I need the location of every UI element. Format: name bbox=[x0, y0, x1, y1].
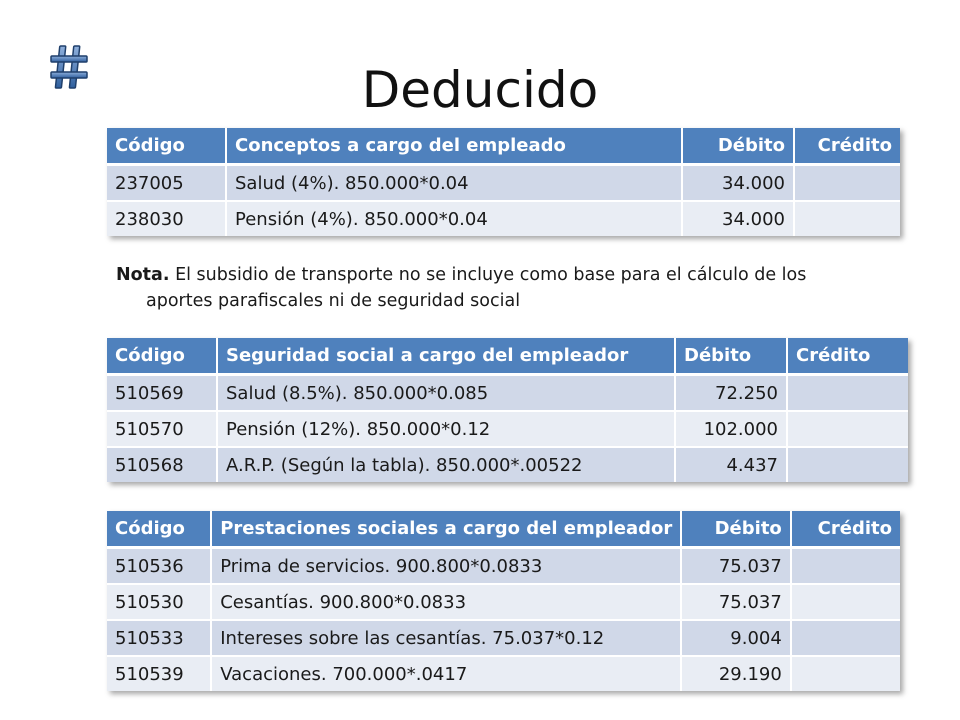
cell-credito bbox=[792, 655, 900, 691]
cell-concepto: Intereses sobre las cesantías. 75.037*0.12 bbox=[212, 619, 682, 655]
header-codigo: Código bbox=[107, 128, 227, 164]
cell-codigo: 510568 bbox=[107, 446, 218, 482]
header-codigo: Código bbox=[107, 338, 218, 374]
table-row bbox=[107, 410, 908, 446]
employer-social-security-table bbox=[107, 338, 908, 482]
cell-debito: 34.000 bbox=[683, 164, 795, 200]
header-debito: Débito bbox=[676, 338, 788, 374]
table-header-row bbox=[107, 338, 908, 374]
cell-codigo: 237005 bbox=[107, 164, 227, 200]
cell-concepto: Salud (8.5%). 850.000*0.085 bbox=[218, 374, 676, 410]
table-row bbox=[107, 164, 900, 200]
cell-debito: 34.000 bbox=[683, 200, 795, 236]
cell-codigo: 510539 bbox=[107, 655, 212, 691]
cell-credito bbox=[788, 446, 908, 482]
header-credito: Crédito bbox=[795, 128, 900, 164]
cell-codigo: 510533 bbox=[107, 619, 212, 655]
table-row bbox=[107, 547, 900, 583]
note-label: Nota. bbox=[116, 265, 170, 285]
cell-debito: 75.037 bbox=[682, 547, 792, 583]
cell-concepto: Salud (4%). 850.000*0.04 bbox=[227, 164, 683, 200]
table-row bbox=[107, 374, 908, 410]
header-credito: Crédito bbox=[792, 511, 900, 547]
cell-concepto: A.R.P. (Según la tabla). 850.000*.00522 bbox=[218, 446, 676, 482]
table-row bbox=[107, 446, 908, 482]
cell-codigo: 510536 bbox=[107, 547, 212, 583]
table-header-row bbox=[107, 128, 900, 164]
cell-credito bbox=[795, 200, 900, 236]
cell-concepto: Vacaciones. 700.000*.0417 bbox=[212, 655, 682, 691]
header-debito: Débito bbox=[683, 128, 795, 164]
table-row bbox=[107, 583, 900, 619]
cell-codigo: 510530 bbox=[107, 583, 212, 619]
table-row bbox=[107, 655, 900, 691]
cell-concepto: Cesantías. 900.800*0.0833 bbox=[212, 583, 682, 619]
note-text-line1: El subsidio de transporte no se incluye como base para el cálculo de los bbox=[175, 265, 807, 285]
header-conceptos: Conceptos a cargo del empleado bbox=[227, 128, 683, 164]
cell-debito: 29.190 bbox=[682, 655, 792, 691]
cell-credito bbox=[788, 374, 908, 410]
cell-debito: 9.004 bbox=[682, 619, 792, 655]
cell-codigo: 510570 bbox=[107, 410, 218, 446]
cell-debito: 4.437 bbox=[676, 446, 788, 482]
cell-credito bbox=[788, 410, 908, 446]
table-row bbox=[107, 200, 900, 236]
header-prestaciones: Prestaciones sociales a cargo del empleador bbox=[212, 511, 682, 547]
cell-debito: 102.000 bbox=[676, 410, 788, 446]
employee-deductions-table bbox=[107, 128, 900, 236]
table-header-row bbox=[107, 511, 900, 547]
note-text-line2: aportes parafiscales ni de seguridad social bbox=[146, 291, 521, 311]
employer-benefits-table bbox=[107, 511, 900, 691]
table-row bbox=[107, 619, 900, 655]
header-credito: Crédito bbox=[788, 338, 908, 374]
cell-debito: 72.250 bbox=[676, 374, 788, 410]
cell-concepto: Prima de servicios. 900.800*0.0833 bbox=[212, 547, 682, 583]
header-seguridad-social: Seguridad social a cargo del empleador bbox=[218, 338, 676, 374]
header-debito: Débito bbox=[682, 511, 792, 547]
cell-credito bbox=[792, 619, 900, 655]
cell-credito bbox=[795, 164, 900, 200]
cell-codigo: 510569 bbox=[107, 374, 218, 410]
cell-concepto: Pensión (12%). 850.000*0.12 bbox=[218, 410, 676, 446]
cell-credito bbox=[792, 547, 900, 583]
cell-codigo: 238030 bbox=[107, 200, 227, 236]
page-title: Deducido bbox=[361, 61, 599, 119]
cell-debito: 75.037 bbox=[682, 583, 792, 619]
note-paragraph bbox=[116, 262, 936, 314]
cell-credito bbox=[792, 583, 900, 619]
cell-concepto: Pensión (4%). 850.000*0.04 bbox=[227, 200, 683, 236]
header-codigo: Código bbox=[107, 511, 212, 547]
